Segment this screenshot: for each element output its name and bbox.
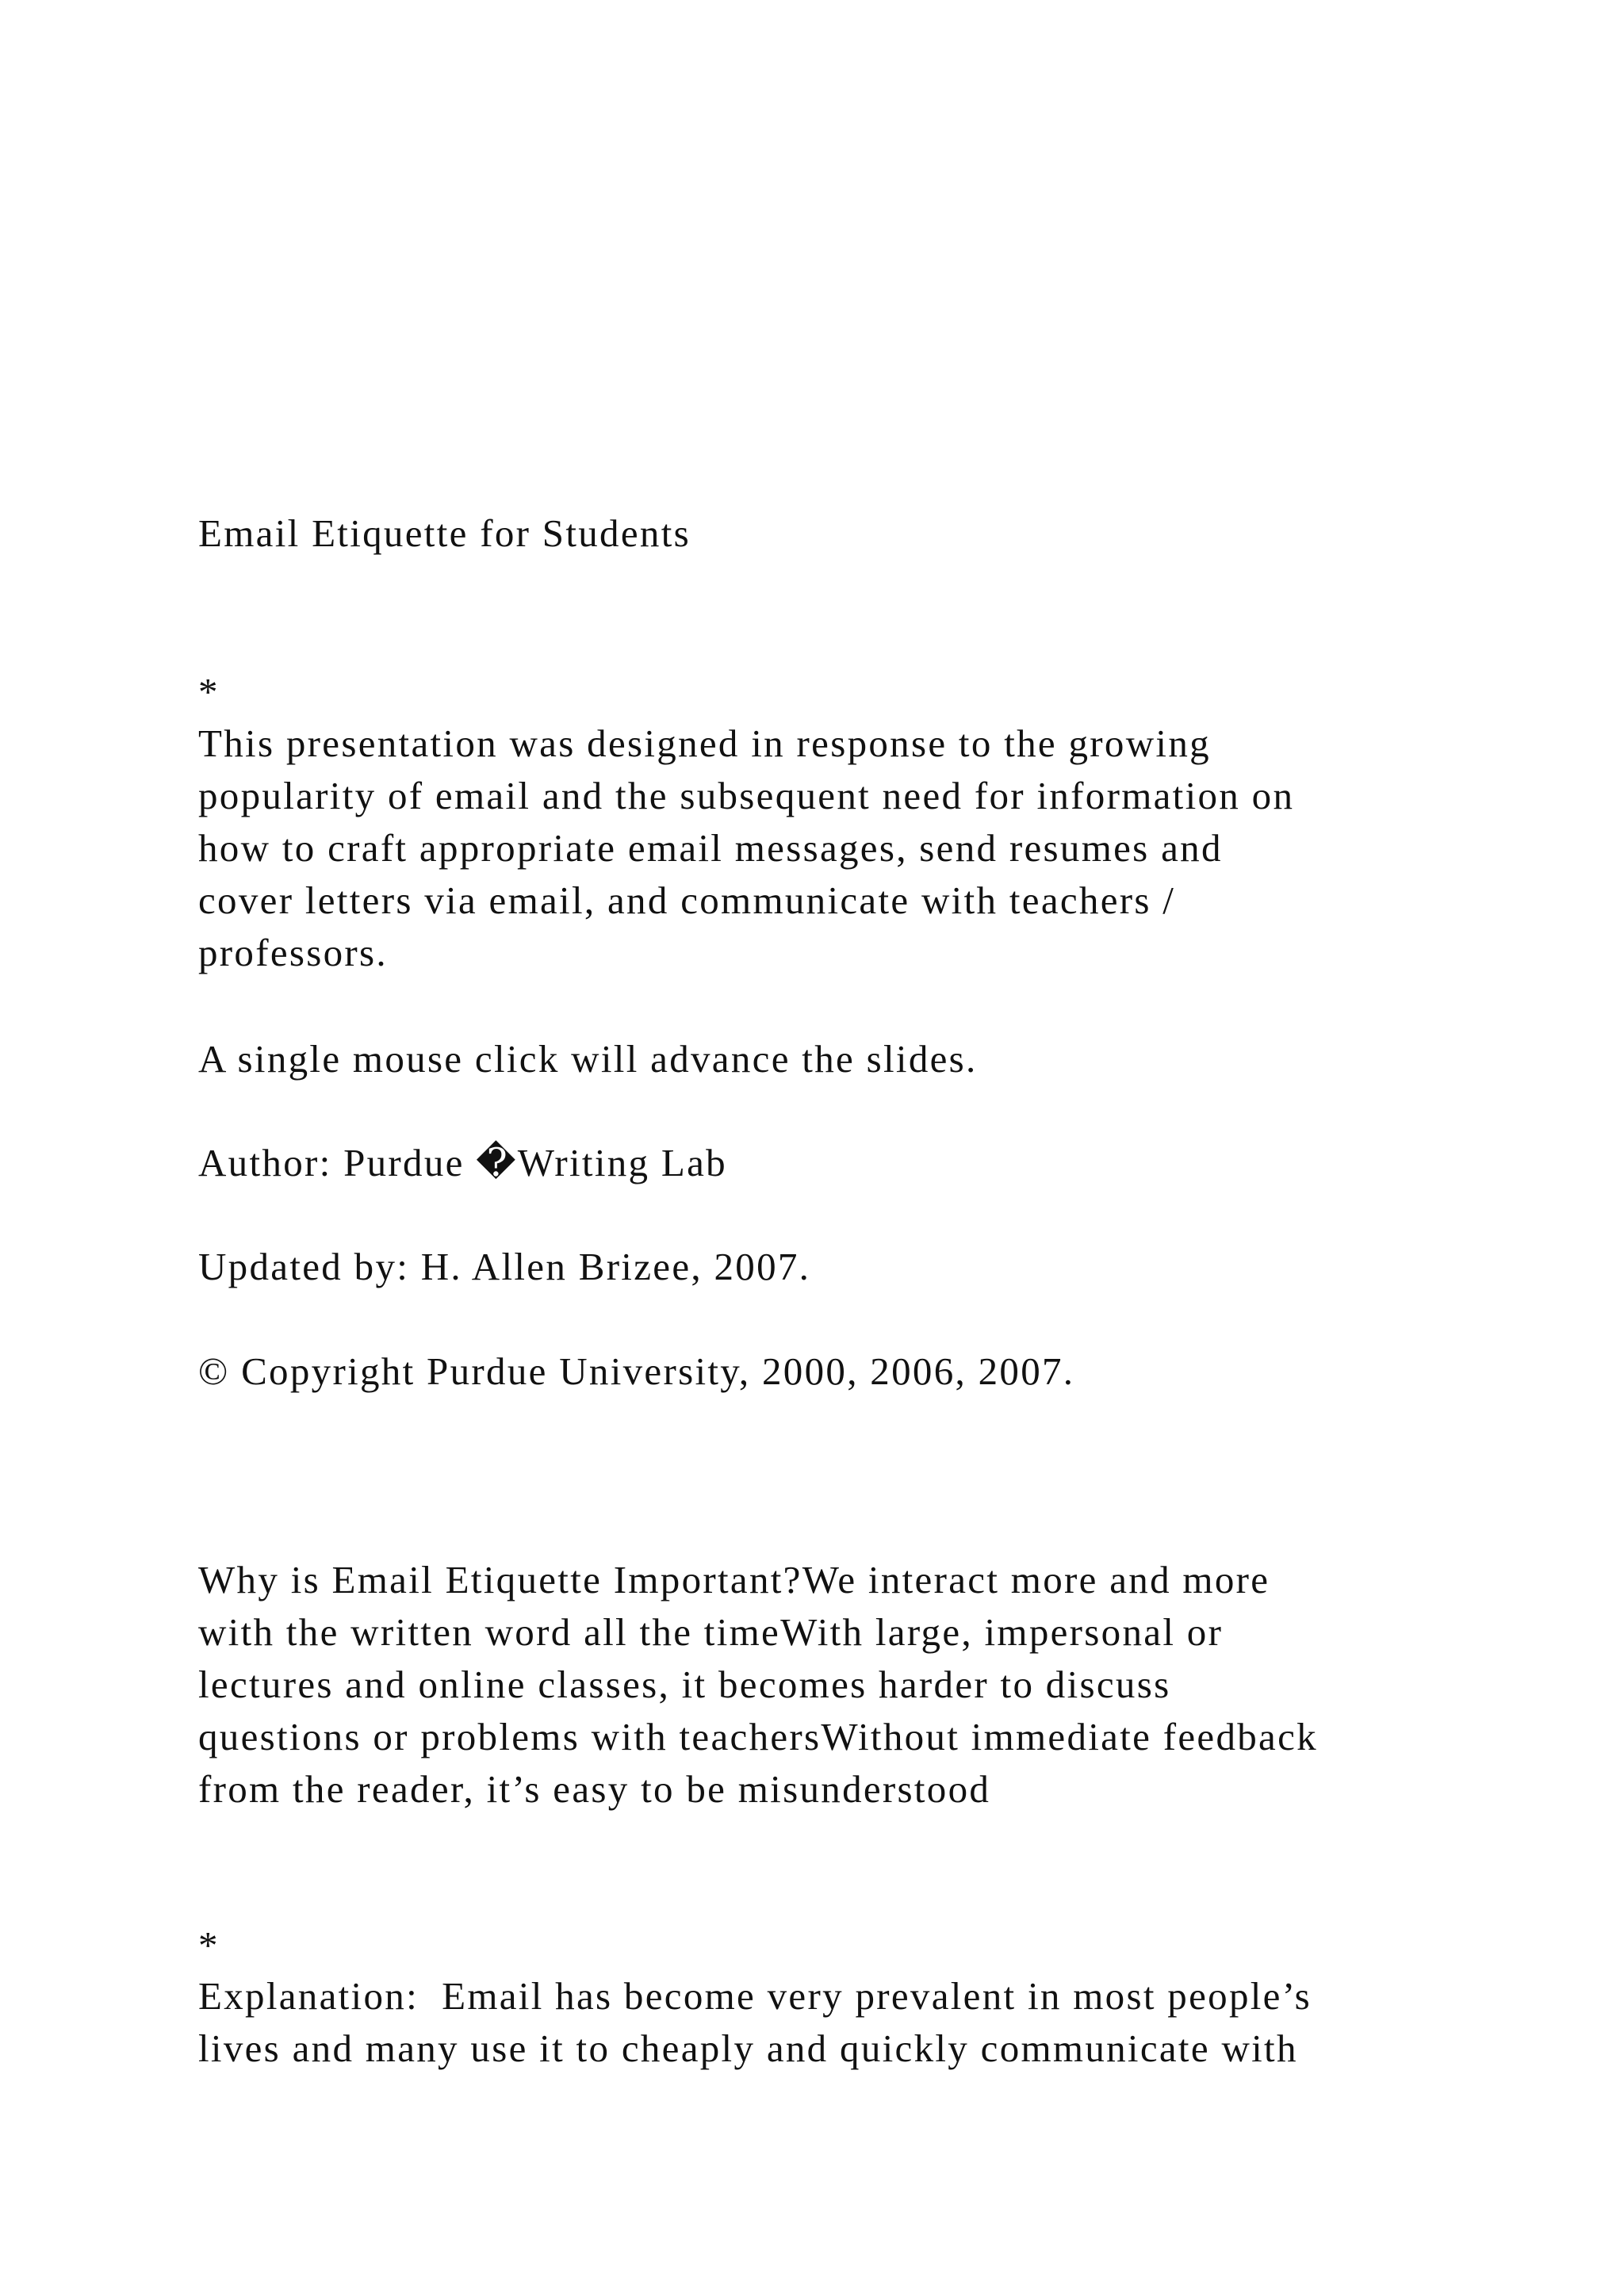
slide-separator: *	[198, 670, 220, 714]
slide-separator-2: *	[198, 1923, 220, 1967]
copyright-line: © Copyright Purdue University, 2000, 2006, 2007.	[198, 1349, 1075, 1393]
intro-paragraph: This presentation was designed in response to the growing popularity of email and the subsequent need for information on how to craft appropriate email messages, send resumes and cover letters via email, and communicate with teachers / professors.	[198, 721, 1295, 974]
document-title: Email Etiquette for Students	[198, 511, 691, 555]
explanation-paragraph: Explanation: Email has become very prevalent in most people’s lives and many use it to cheaply and quickly communicate with	[198, 1974, 1312, 2070]
why-section-paragraph: Why is Email Etiquette Important?We interact more and more with the written word all the timeWith large, impersonal or lectures and online classes, it becomes harder to discuss questions or problems with teachersWithout immediate feedback from the reader, it’s easy to be misunderstood	[198, 1558, 1318, 1811]
updated-line: Updated by: H. Allen Brizee, 2007.	[198, 1245, 811, 1288]
author-line: Author: Purdue �Writing Lab	[198, 1141, 727, 1184]
click-note: A single mouse click will advance the slides.	[198, 1037, 978, 1081]
